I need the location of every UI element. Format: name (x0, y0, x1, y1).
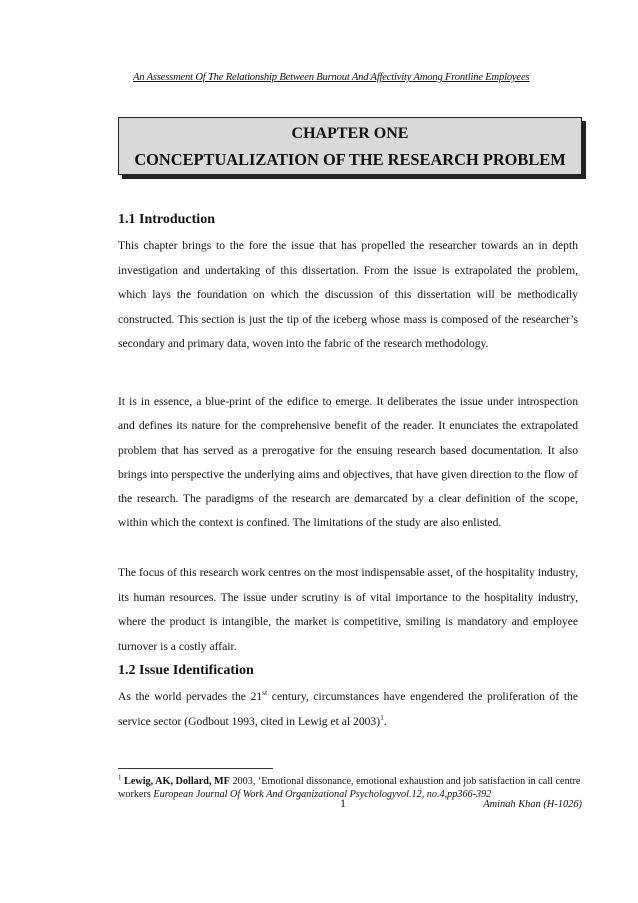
paragraph-issue-identification (118, 685, 578, 734)
section-heading-introduction: 1.1 Introduction (118, 212, 215, 227)
paragraph-introduction-1: This chapter brings to the fore the issue that has propelled the researcher towards an in depth investigation and undertaking of this dissertation. From the issue is extrapolated the problem, which lays the foundation on which the discussion of this dissertation will be methodically constructed. This section is just the tip of the iceberg whose mass is composed of the researcher’s secondary and primary data, woven into the fabric of the research methodology. (118, 239, 578, 351)
footnote-reference[interactable]: 1 (380, 712, 384, 722)
footnote-year: 2003, (229, 776, 258, 787)
ordinal-superscript: st (262, 688, 268, 698)
chapter-title-box (118, 117, 582, 175)
running-header: An Assessment Of The Relationship Between Burnout And Affectivity Among Frontline Employees (133, 72, 530, 83)
footnote-article-title: ‘Emotional dissonance, emotional exhaustion and job satisfaction in call centre workers (118, 776, 581, 800)
footnote (118, 775, 588, 801)
paragraph-introduction-2: It is in essence, a blue-print of the edifice to emerge. It deliberates the issue under introspection and defines its nature for the comprehensive benefit of the reader. It enunciates the extrapolated problem that has served as a prerogative for the ensuing research based documentation. It also brings into perspective the underlying aims and objectives, that have given direction to the flow of the research. The paradigms of the research are demarcated by a clear definition of the scope, within which the context is confined. The limitations of the study are also enlisted. (118, 395, 578, 530)
footnote-authors: Lewig, AK, Dollard, MF (124, 776, 230, 787)
paragraph-text: century, circumstances have engendered the proliferation of the service sector (Godbout 1993, cited in Lewig et al 2003) (118, 690, 578, 728)
paragraph-text: . (383, 714, 387, 728)
chapter-title: CONCEPTUALIZATION OF THE RESEARCH PROBLEM (134, 150, 566, 169)
footnote-divider (118, 768, 273, 769)
chapter-number: CHAPTER ONE (291, 125, 409, 142)
author-id: Aminah Khan (H-1026) (483, 799, 582, 810)
paragraph-introduction-3: The focus of this research work centres on the most indispensable asset, of the hospitality industry, its human resources. The issue under scrutiny is of vital importance to the hospitality industry, where the product is intangible, the market is competitive, smiling is mandatory and employee turnover is a costly affair. (118, 566, 578, 653)
section-heading-issue-identification: 1.2 Issue Identification (118, 663, 254, 678)
paragraph-text: As the world pervades the 21 (118, 690, 263, 703)
page-number: 1 (340, 796, 346, 810)
footnote-marker: 1 (118, 773, 122, 782)
footnote-journal: European Journal Of Work And Organizational Psychologyvol.12, no.4,pp366-392 (153, 789, 492, 800)
